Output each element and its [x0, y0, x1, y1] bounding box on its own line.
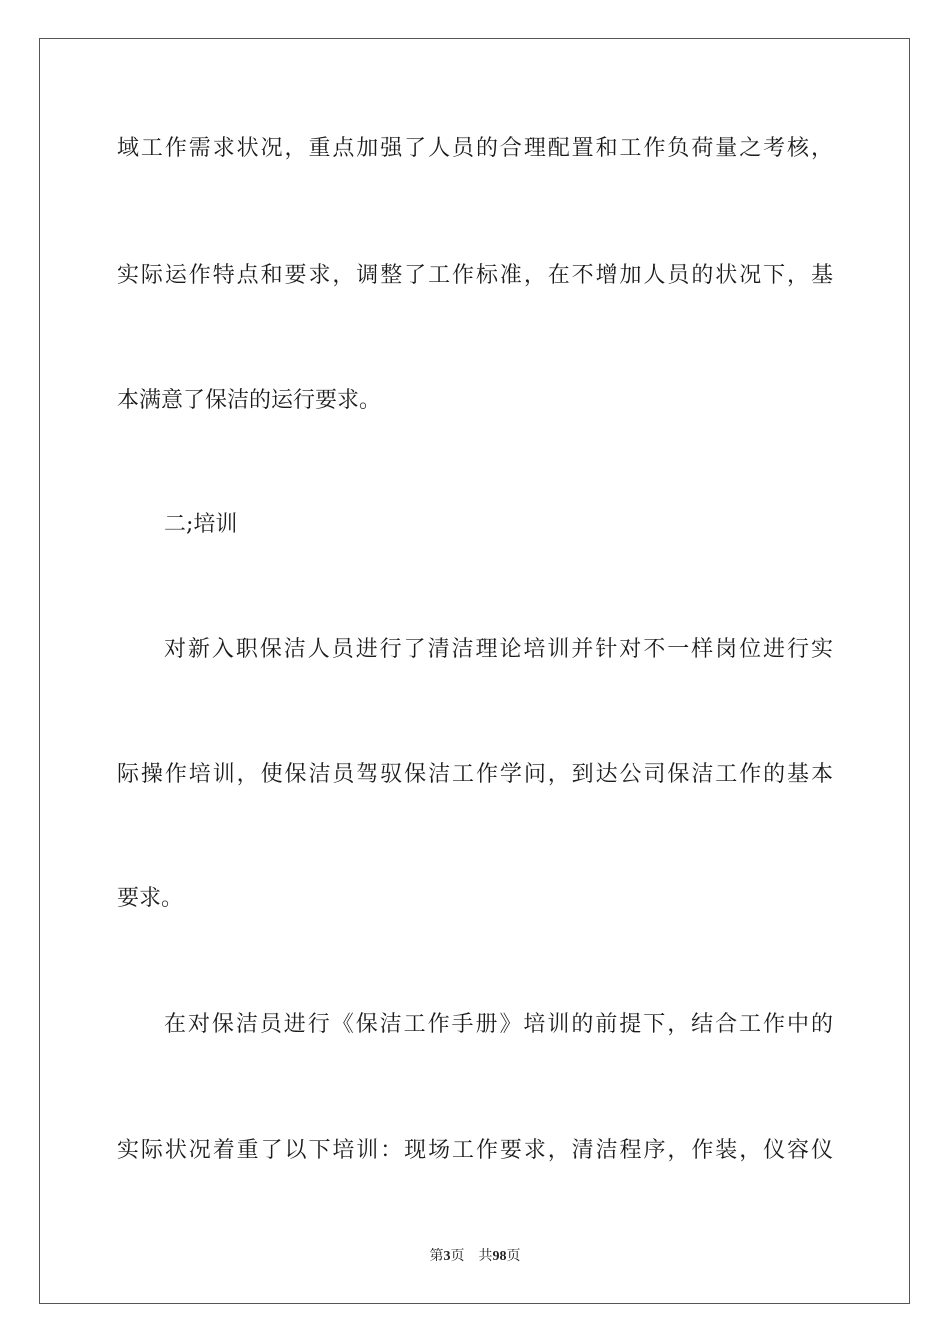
body-text-line: 在对保洁员进行《保洁工作手册》培训的前提下，结合工作中的 — [164, 1012, 833, 1037]
body-text-line: 域工作需求状况，重点加强了人员的合理配置和工作负荷量之考核， — [117, 136, 833, 161]
footer-page-number: 3 — [443, 1249, 451, 1264]
footer-page-prefix: 第 — [429, 1248, 444, 1264]
body-text-line: 要求。 — [117, 886, 184, 911]
page-footer — [0, 1247, 950, 1266]
footer-total-pages: 98 — [492, 1249, 507, 1264]
body-text-line: 实际运作特点和要求，调整了工作标准，在不增加人员的状况下，基 — [117, 263, 833, 288]
body-text-line: 实际状况着重了以下培训：现场工作要求，清洁程序，作装，仪容仪 — [117, 1138, 833, 1163]
footer-total-prefix: 共 — [478, 1248, 493, 1264]
body-text-line: 对新入职保洁人员进行了清洁理论培训并针对不一样岗位进行实 — [164, 637, 833, 662]
footer-page-suffix: 页 — [450, 1248, 465, 1264]
section-heading: 二;培训 — [164, 512, 238, 537]
page-frame — [39, 38, 910, 1304]
body-text-line: 际操作培训，使保洁员驾驭保洁工作学问，到达公司保洁工作的基本 — [117, 762, 833, 787]
body-text-line: 本满意了保洁的运行要求。 — [117, 388, 382, 413]
footer-total-suffix: 页 — [506, 1248, 521, 1264]
